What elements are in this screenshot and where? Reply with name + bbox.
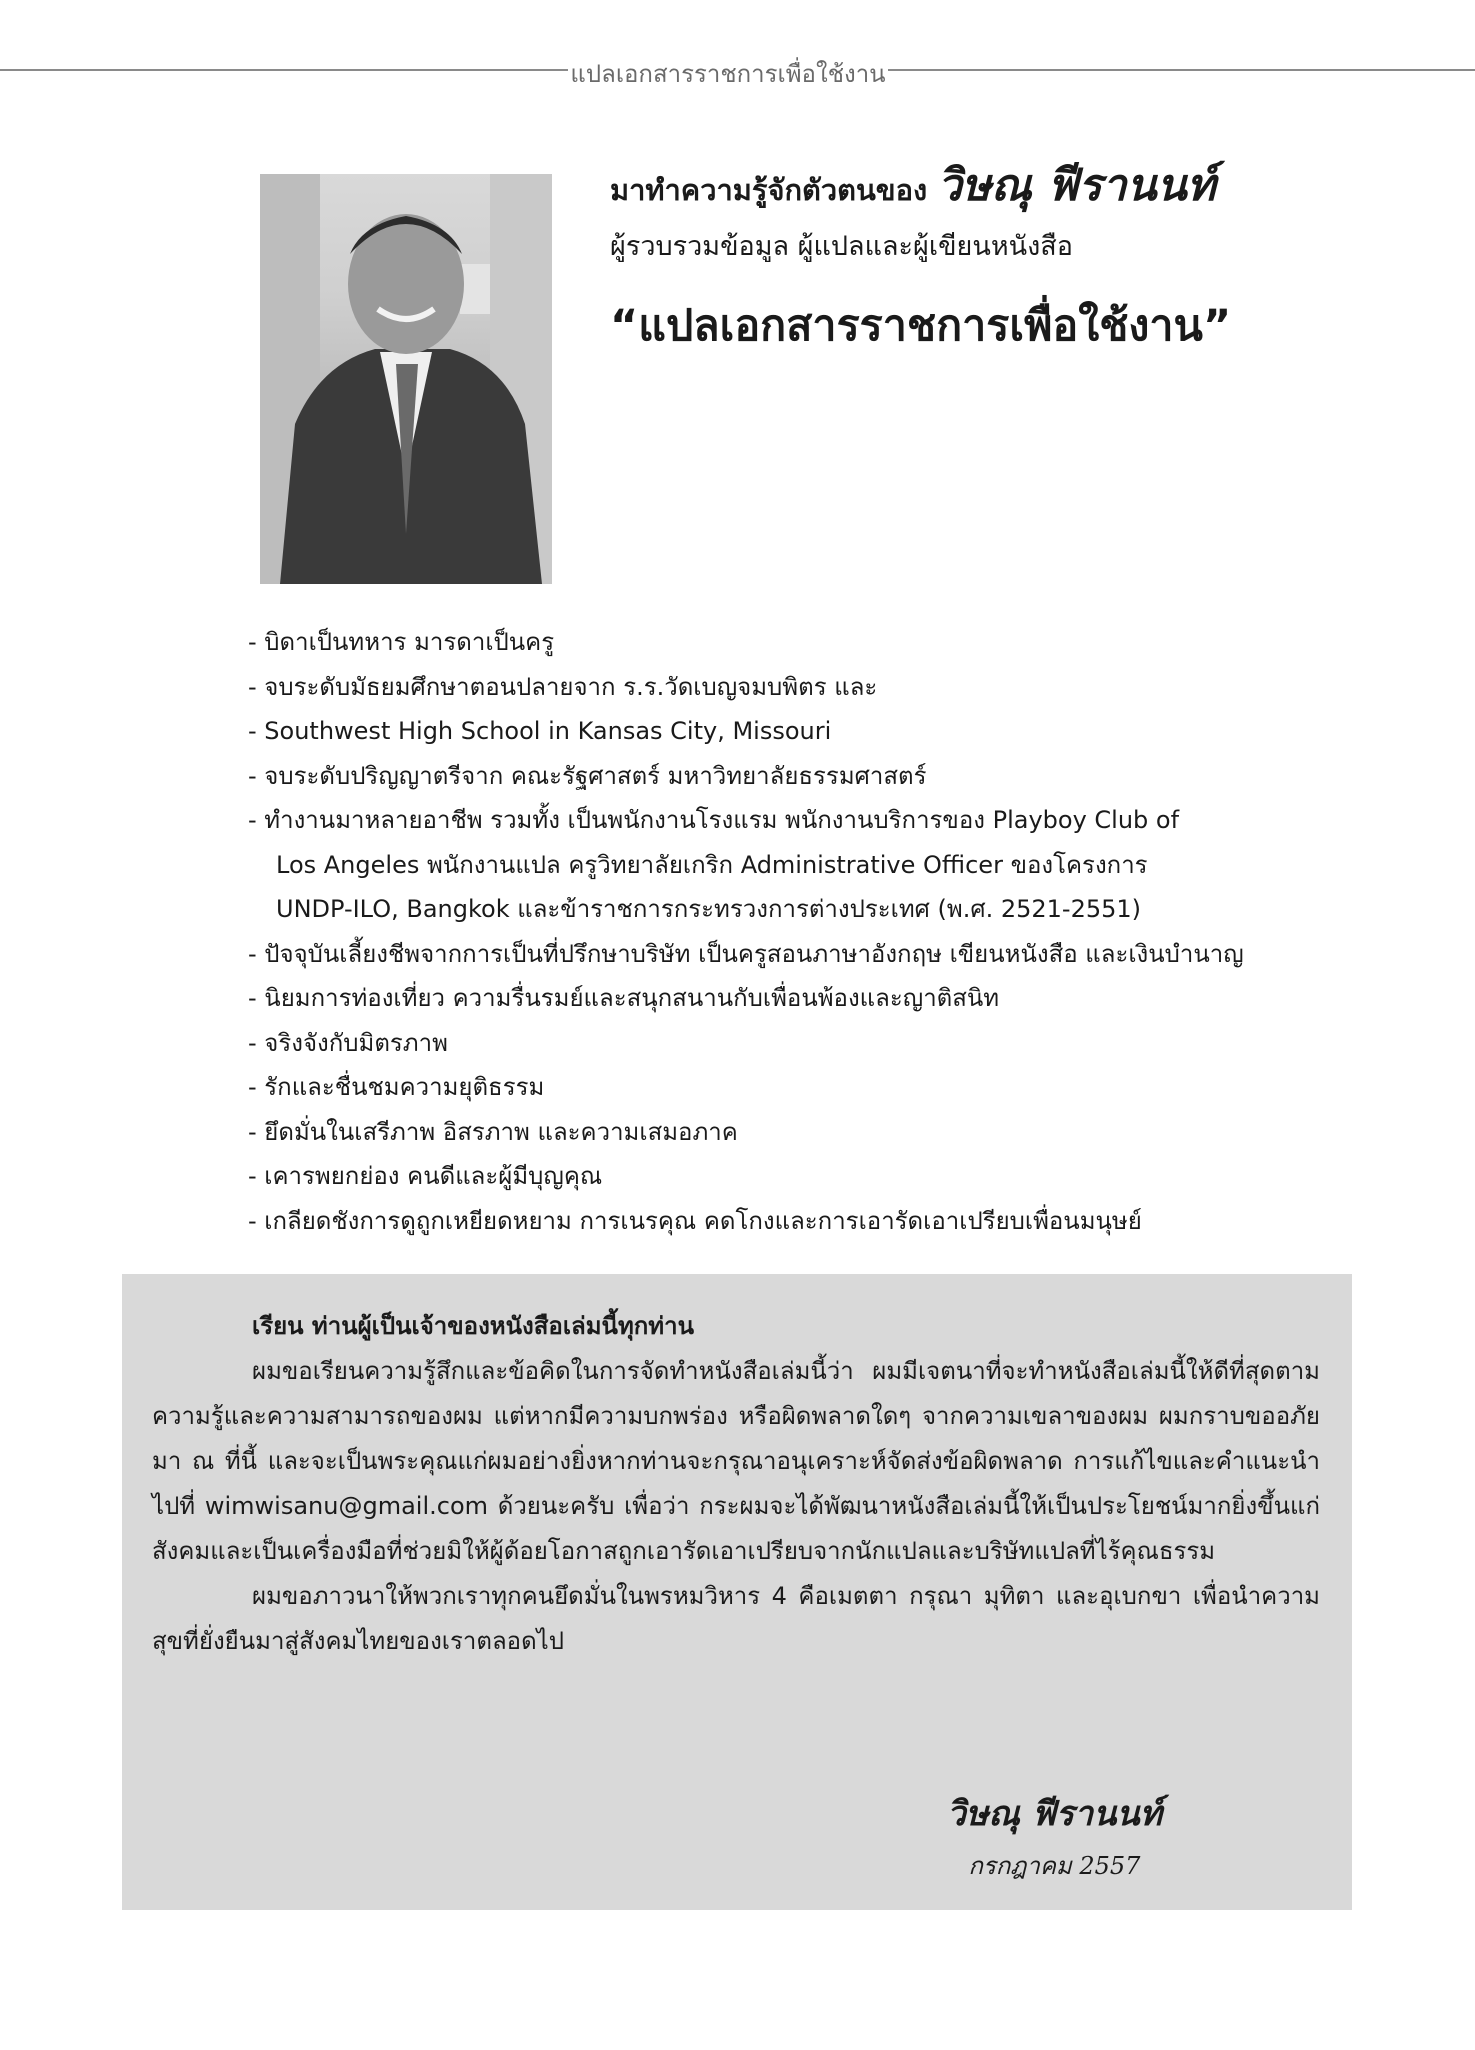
bio-item: - บิดาเป็นทหาร มารดาเป็นครู xyxy=(248,628,555,656)
running-title: แปลเอกสารราชการเพื่อใช้งาน xyxy=(570,60,886,88)
header-rule-left xyxy=(0,69,568,71)
author-name: วิษณุ ฟีรานนท์ xyxy=(937,160,1216,211)
signature-block xyxy=(947,1786,1162,1885)
author-intro xyxy=(610,150,1370,359)
book-title: “แปลเอกสารราชการเพื่อใช้งาน” xyxy=(610,301,1232,351)
bio-item: - จริงจังกับมิตรภาพ xyxy=(248,1028,448,1057)
bio-item: - นิยมการท่องเที่ยว ความรื่นรมย์และสนุกสนานกับเพื่อนพ้องและญาติสนิท xyxy=(248,984,1000,1012)
author-bio-list xyxy=(248,620,1378,1243)
bio-item: - Southwest High School in Kansas City, Missouri xyxy=(248,717,832,745)
signature-date: กรกฎาคม 2557 xyxy=(968,1852,1141,1880)
letter-paragraph: ผมขอภาวนาให้พวกเราทุกคนยึดมั่นในพรหมวิหาร 4 คือเมตตา กรุณา มุทิตา และอุเบกขา เพื่อนำความสุขที่ยั่งยืนมาสู่สังคมไทยของเราตลอดไป xyxy=(152,1582,1320,1655)
author-role: ผู้รวบรวมข้อมูล ผู้แปลและผู้เขียนหนังสือ xyxy=(610,231,1073,262)
bio-item: - จบระดับมัธยมศึกษาตอนปลายจาก ร.ร.วัดเบญจมบพิตร และ xyxy=(248,672,878,701)
signature-name: วิษณุ ฟีรานนท์ xyxy=(946,1794,1162,1834)
intro-heading-text: มาทำความรู้จักตัวตนของ xyxy=(610,173,928,207)
bio-item: - จบระดับปริญญาตรีจาก คณะรัฐศาสตร์ มหาวิทยาลัยธรรมศาสตร์ xyxy=(248,761,927,790)
author-photo xyxy=(260,174,552,584)
bio-item: - เคารพยกย่อง คนดีและผู้มีบุญคุณ xyxy=(248,1162,603,1190)
letter-box xyxy=(122,1274,1352,1910)
intro-heading xyxy=(610,150,1370,220)
bio-item-continued xyxy=(248,843,1378,888)
letter-body xyxy=(152,1304,1320,1664)
bio-item-continued xyxy=(248,887,1378,932)
bio-item: - ปัจจุบันเลี้ยงชีพจากการเป็นที่ปรึกษาบริษัท เป็นครูสอนภาษาอังกฤษ เขียนหนังสือ และเงินบำนาญ xyxy=(248,939,1244,968)
bio-item-continued-text: Los Angeles พนักงานแปล ครูวิทยาลัยเกริก Administrative Officer ของโครงการ xyxy=(276,850,1148,879)
page-header xyxy=(0,50,1475,90)
letter-paragraph: ผมขอเรียนความรู้สึกและข้อคิดในการจัดทำหนังสือเล่มนี้ว่า ผมมีเจตนาที่จะทำหนังสือเล่มนี้ให้ดีที่สุดตามความรู้และความสามารถของผม แต่หากมีความบกพร่อง หรือผิดพลาดใดๆ จากความเขลาของผม ผมกราบขออภัยมา ณ ที่นี้ และจะเป็นพระคุณแก่ผมอย่างยิ่งหากท่านจะกรุณาอนุเคราะห์จัดส่งข้อผิดพลาด การแก้ไขและคำแนะนำไปที่ wimwisanu@gmail.com ด้วยนะครับ เพื่อว่า กระผมจะได้พัฒนาหนังสือเล่มนี้ให้เป็นประโยชน์มากยิ่งขึ้นแก่สังคมและเป็นเครื่องมือที่ช่วยมิให้ผู้ด้อยโอกาสถูกเอารัดเอาเปรียบจากนักแปลและบริษัทแปลที่ไร้คุณธรรม xyxy=(152,1357,1320,1565)
bio-item: - ยึดมั่นในเสรีภาพ อิสรภาพ และความเสมอภาค xyxy=(248,1117,738,1146)
bio-item: - รักและชื่นชมความยุติธรรม xyxy=(248,1073,545,1101)
header-rule-right xyxy=(888,69,1475,71)
bio-item-continued-text: UNDP-ILO, Bangkok และข้าราชการกระทรวงการต่างประเทศ (พ.ศ. 2521-2551) xyxy=(276,895,1142,923)
bio-item: - ทำงานมาหลายอาชีพ รวมทั้ง เป็นพนักงานโรงแรม พนักงานบริการของ Playboy Club of xyxy=(248,806,1180,834)
letter-greeting: เรียน ท่านผู้เป็นเจ้าของหนังสือเล่มนี้ทุกท่าน xyxy=(252,1312,695,1340)
bio-item: - เกลียดชังการดูถูกเหยียดหยาม การเนรคุณ คดโกงและการเอารัดเอาเปรียบเพื่อนมนุษย์ xyxy=(248,1206,1142,1235)
